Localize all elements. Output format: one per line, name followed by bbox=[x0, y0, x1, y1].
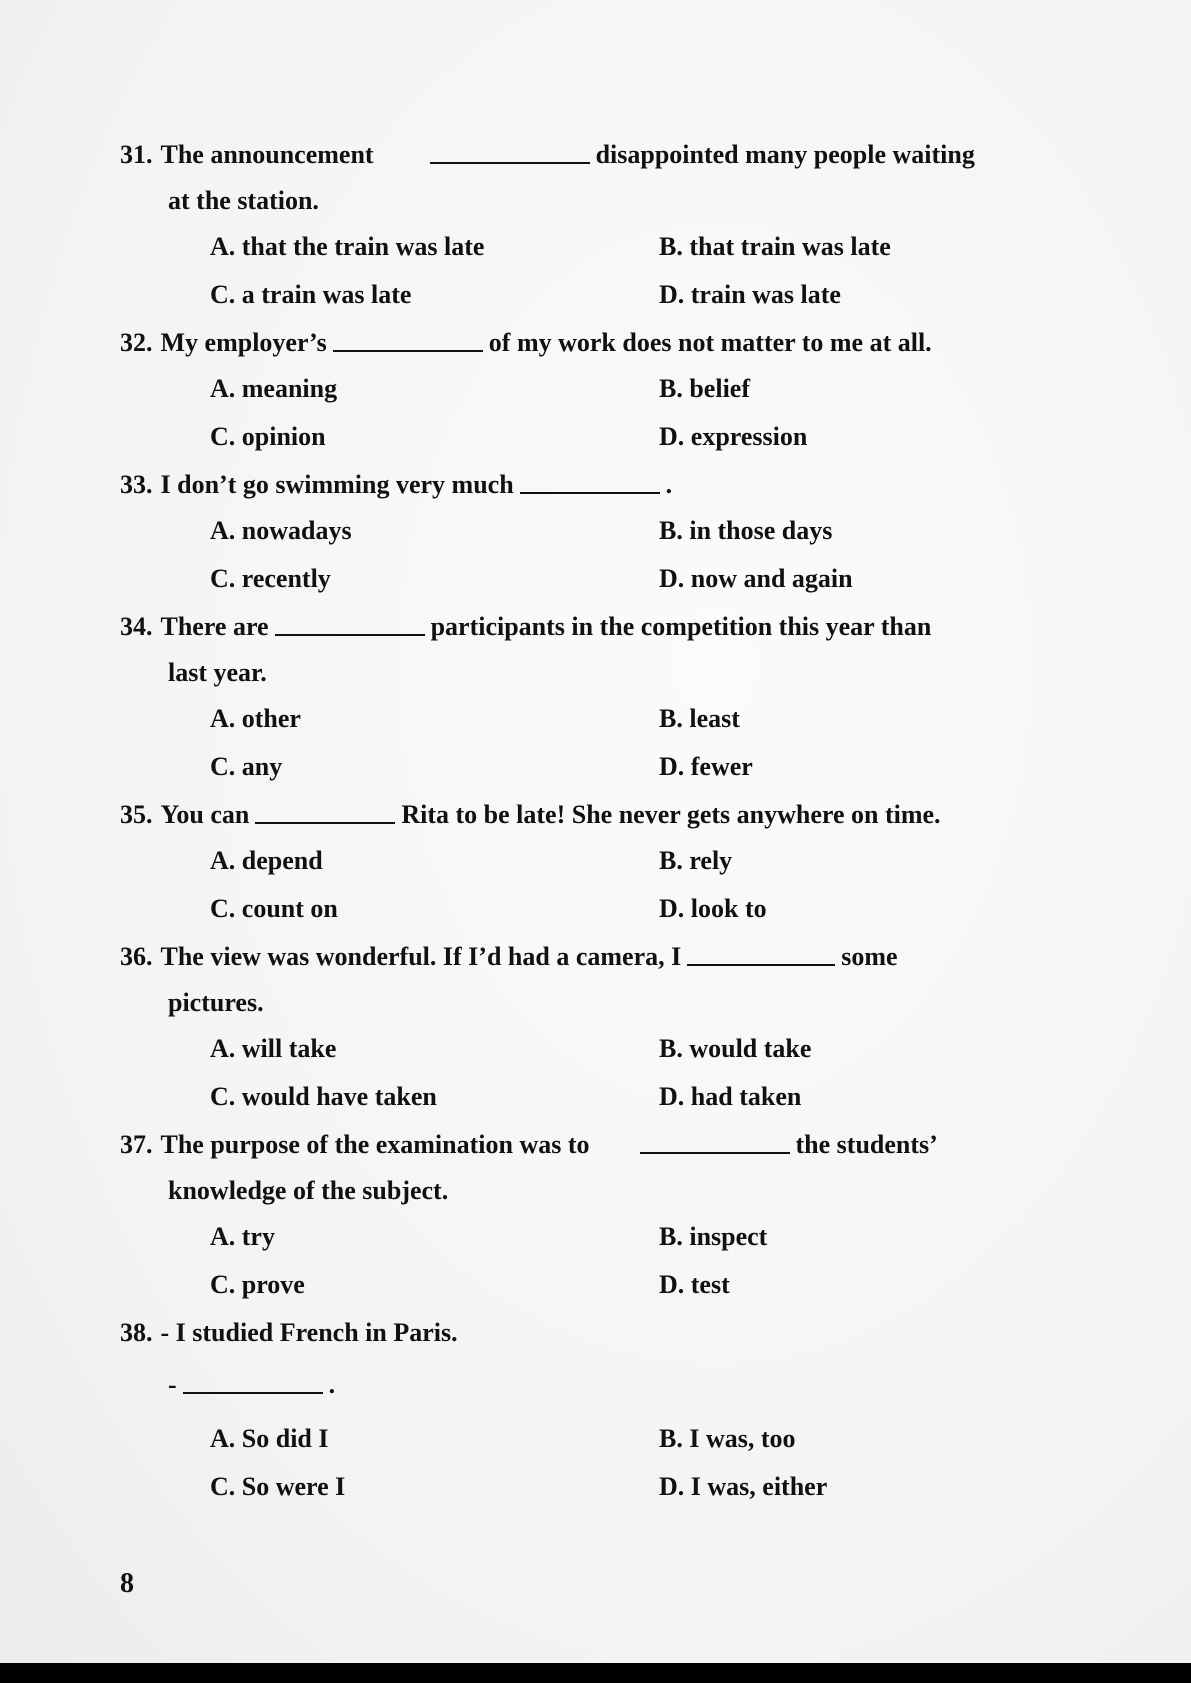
question-text: I don’t go swimming very much bbox=[160, 470, 514, 499]
option-d[interactable]: D. now and again bbox=[659, 564, 853, 593]
option-d[interactable]: D. I was, either bbox=[659, 1472, 828, 1501]
page-number: 8 bbox=[120, 1568, 134, 1599]
question-31 bbox=[120, 136, 1110, 324]
question-text: pictures. bbox=[168, 988, 264, 1017]
option-b[interactable]: B. inspect bbox=[659, 1222, 768, 1251]
question-text-after-blank: . bbox=[665, 470, 673, 499]
question-line bbox=[120, 654, 1110, 700]
option-c[interactable]: C. would have taken bbox=[210, 1082, 437, 1111]
option-b[interactable]: B. would take bbox=[659, 1034, 812, 1063]
option-a[interactable]: A. meaning bbox=[210, 374, 338, 403]
answer-blank bbox=[333, 324, 483, 352]
answer-blank bbox=[687, 938, 835, 966]
question-line bbox=[120, 324, 1110, 370]
question-line bbox=[120, 182, 1110, 228]
option-d[interactable]: D. fewer bbox=[659, 752, 753, 781]
answer-options bbox=[120, 370, 1110, 466]
question-line bbox=[120, 796, 1110, 842]
question-number: 32. bbox=[120, 328, 153, 357]
question-line bbox=[120, 938, 1110, 984]
question-number: 35. bbox=[120, 800, 153, 829]
answer-blank bbox=[640, 1126, 790, 1154]
question-33 bbox=[120, 466, 1110, 608]
answer-blank bbox=[183, 1366, 323, 1394]
answer-options bbox=[120, 1030, 1110, 1126]
question-text: - bbox=[168, 1370, 177, 1399]
question-text: The view was wonderful. If I’d had a camera, I bbox=[160, 942, 682, 971]
option-a[interactable]: A. will take bbox=[210, 1034, 337, 1063]
answer-options bbox=[120, 228, 1110, 324]
question-number: 38. bbox=[120, 1318, 153, 1347]
question-text: The announcement bbox=[160, 140, 374, 169]
option-c[interactable]: C. prove bbox=[210, 1270, 305, 1299]
question-text: There are bbox=[160, 612, 269, 641]
question-text-after-blank: Rita to be late! She never gets anywhere on time. bbox=[401, 800, 941, 829]
answer-blank bbox=[255, 796, 395, 824]
answer-options bbox=[120, 512, 1110, 608]
question-list bbox=[120, 136, 1110, 1516]
option-c[interactable]: C. opinion bbox=[210, 422, 326, 451]
question-text-after-blank: of my work does not matter to me at all. bbox=[488, 328, 932, 357]
option-d[interactable]: D. test bbox=[659, 1270, 730, 1299]
answer-options bbox=[120, 1218, 1110, 1314]
question-line bbox=[120, 1314, 1110, 1360]
answer-blank bbox=[275, 608, 425, 636]
question-text-after-blank: some bbox=[841, 942, 898, 971]
option-a[interactable]: A. So did I bbox=[210, 1424, 329, 1453]
question-37 bbox=[120, 1126, 1110, 1314]
answer-blank bbox=[430, 136, 590, 164]
option-d[interactable]: D. look to bbox=[659, 894, 767, 923]
answer-blank bbox=[520, 466, 660, 494]
question-text-after-blank: disappointed many people waiting bbox=[595, 140, 975, 169]
question-line bbox=[120, 1126, 1110, 1172]
option-c[interactable]: C. recently bbox=[210, 564, 331, 593]
question-text: My employer’s bbox=[160, 328, 327, 357]
answer-options bbox=[120, 1420, 1110, 1516]
option-b[interactable]: B. least bbox=[659, 704, 740, 733]
option-b[interactable]: B. rely bbox=[659, 846, 733, 875]
question-line bbox=[120, 1172, 1110, 1218]
option-b[interactable]: B. in those days bbox=[659, 516, 833, 545]
question-text: last year. bbox=[168, 658, 267, 687]
option-a[interactable]: A. other bbox=[210, 704, 301, 733]
option-b[interactable]: B. that train was late bbox=[659, 232, 891, 261]
question-34 bbox=[120, 608, 1110, 796]
option-a[interactable]: A. that the train was late bbox=[210, 232, 485, 261]
question-line bbox=[120, 984, 1110, 1030]
question-number: 36. bbox=[120, 942, 153, 971]
question-line bbox=[120, 608, 1110, 654]
option-c[interactable]: C. So were I bbox=[210, 1472, 346, 1501]
question-text: at the station. bbox=[168, 186, 319, 215]
option-b[interactable]: B. I was, too bbox=[659, 1424, 796, 1453]
question-text: You can bbox=[160, 800, 250, 829]
question-number: 31. bbox=[120, 140, 153, 169]
question-text-after-blank: participants in the competition this year than bbox=[430, 612, 932, 641]
question-32 bbox=[120, 324, 1110, 466]
answer-options bbox=[120, 700, 1110, 796]
question-number: 34. bbox=[120, 612, 153, 641]
question-line bbox=[120, 466, 1110, 512]
question-text-after-blank: . bbox=[328, 1370, 336, 1399]
option-c[interactable]: C. count on bbox=[210, 894, 338, 923]
question-line bbox=[120, 1360, 1110, 1420]
question-number: 33. bbox=[120, 470, 153, 499]
question-text: - I studied French in Paris. bbox=[160, 1318, 458, 1347]
question-line bbox=[120, 136, 1110, 182]
question-text: knowledge of the subject. bbox=[168, 1176, 449, 1205]
option-a[interactable]: A. nowadays bbox=[210, 516, 352, 545]
option-c[interactable]: C. a train was late bbox=[210, 280, 412, 309]
option-d[interactable]: D. had taken bbox=[659, 1082, 802, 1111]
question-35 bbox=[120, 796, 1110, 938]
option-d[interactable]: D. expression bbox=[659, 422, 808, 451]
question-36 bbox=[120, 938, 1110, 1126]
question-text: The purpose of the examination was to bbox=[160, 1130, 590, 1159]
answer-options bbox=[120, 842, 1110, 938]
question-text-after-blank: the students’ bbox=[795, 1130, 938, 1159]
question-number: 37. bbox=[120, 1130, 153, 1159]
option-a[interactable]: A. try bbox=[210, 1222, 275, 1251]
question-38 bbox=[120, 1314, 1110, 1516]
option-c[interactable]: C. any bbox=[210, 752, 283, 781]
option-b[interactable]: B. belief bbox=[659, 374, 750, 403]
option-d[interactable]: D. train was late bbox=[659, 280, 841, 309]
option-a[interactable]: A. depend bbox=[210, 846, 323, 875]
